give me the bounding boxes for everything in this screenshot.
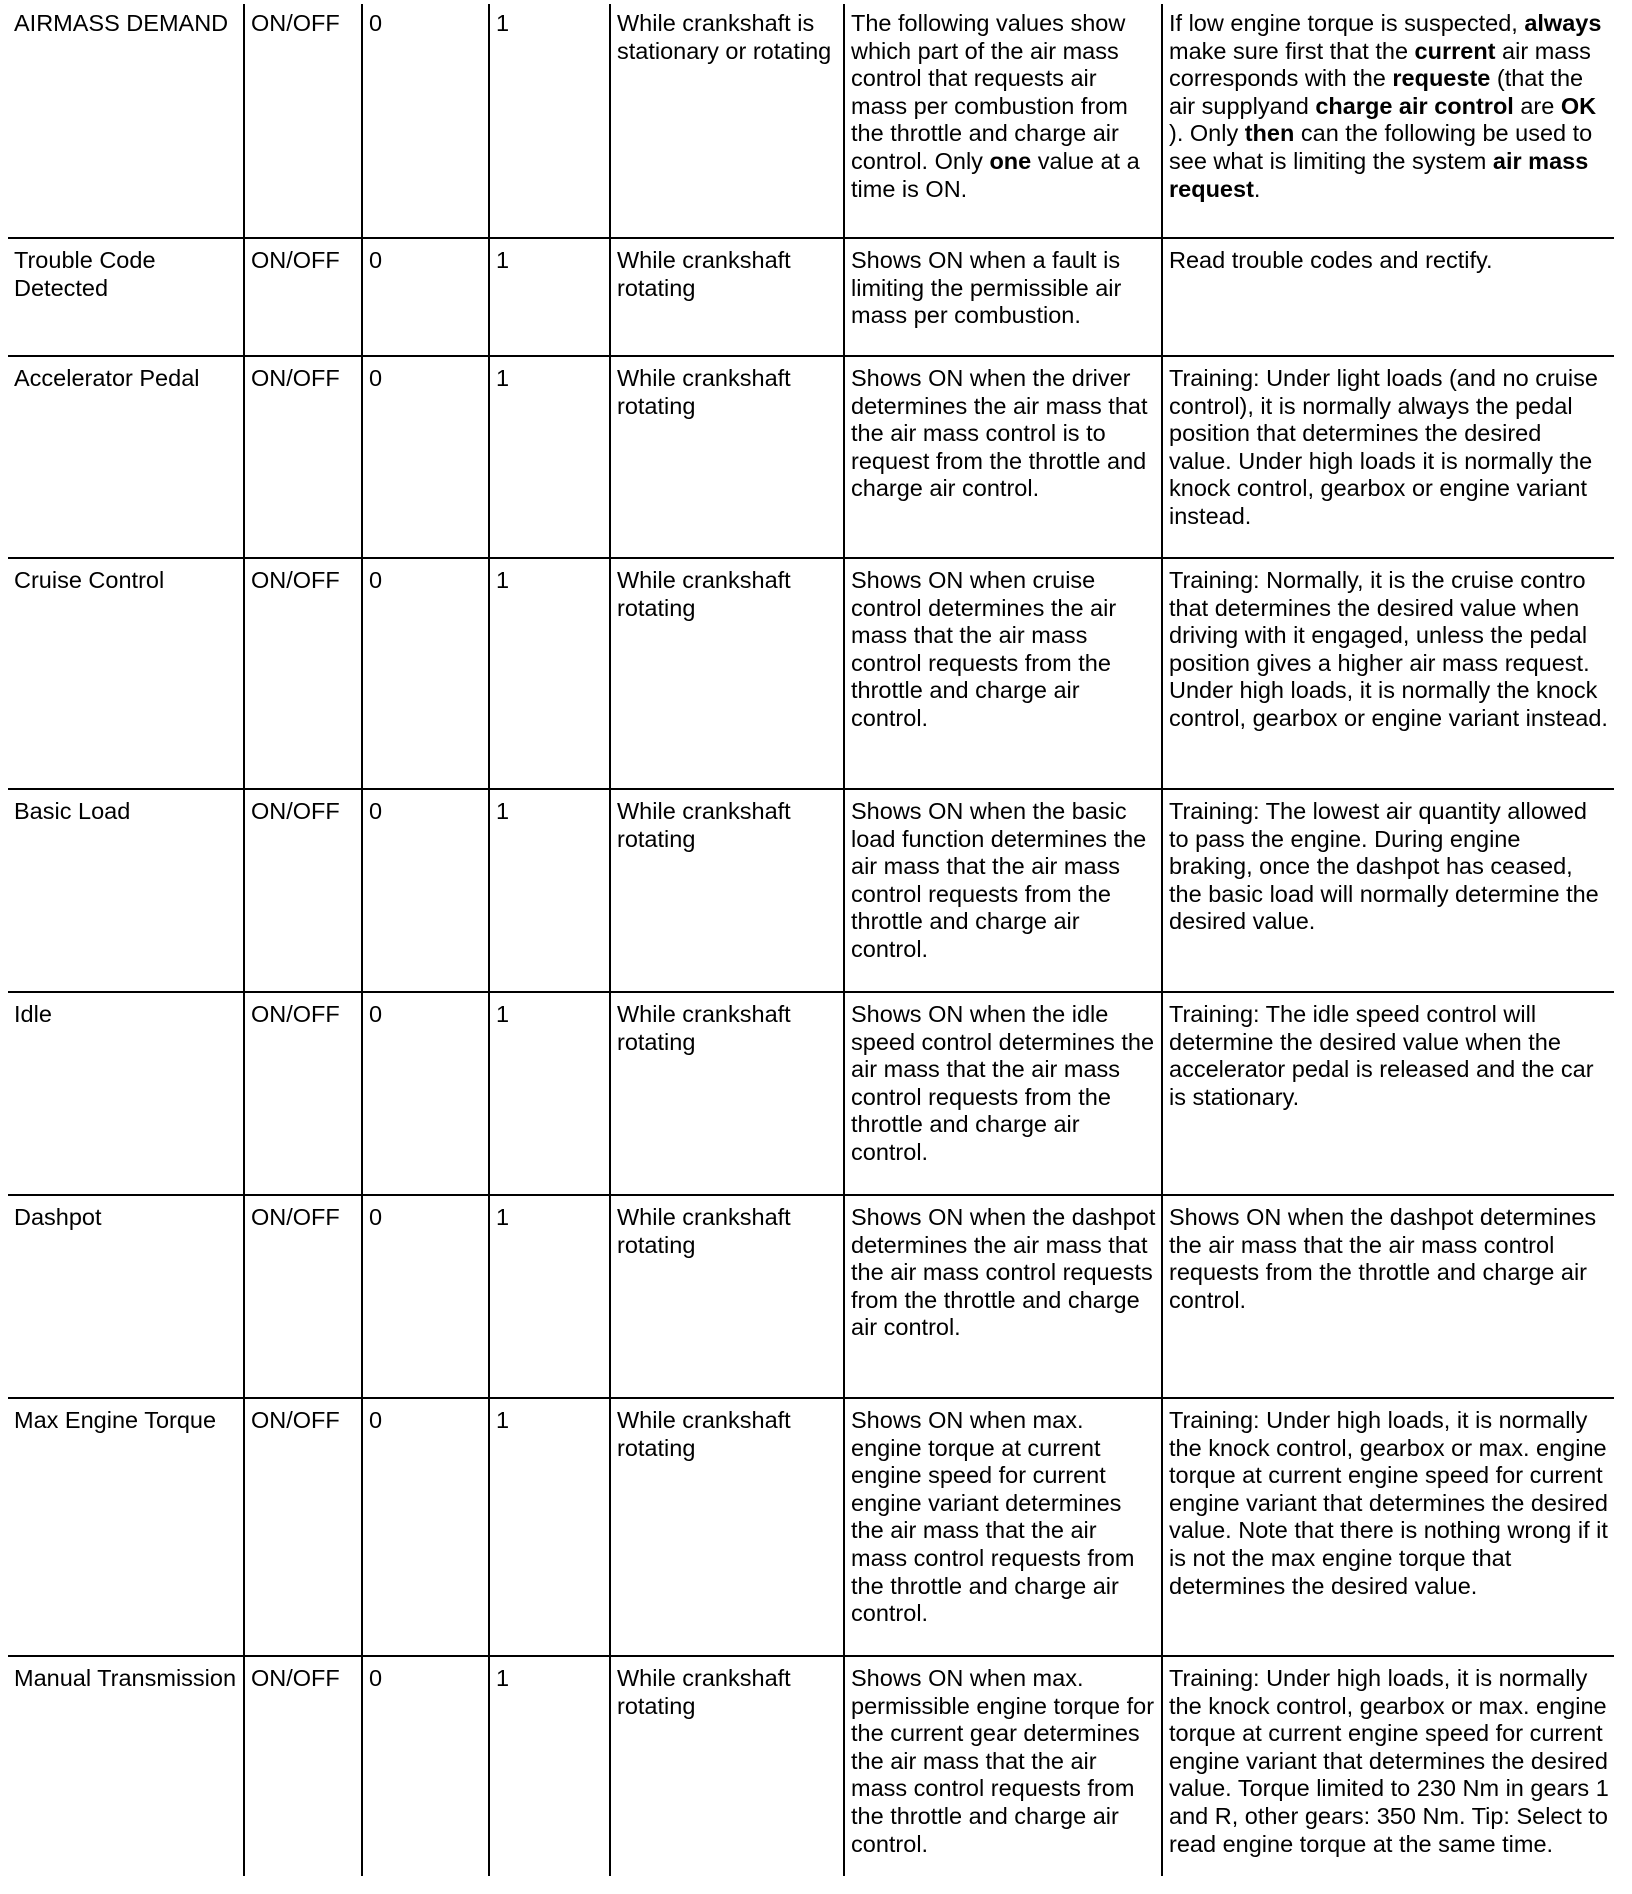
parameter-unit: ON/OFF	[244, 558, 362, 789]
parameter-unit: ON/OFF	[244, 1195, 362, 1398]
parameter-unit: ON/OFF	[244, 1656, 362, 1876]
document-page	[8, 4, 1622, 1886]
parameter-min: 0	[362, 558, 489, 789]
parameter-description: Shows ON when max. permissible engine torque for the current gear determines the air mass that the air mass control requests from the throttle and charge air control.	[844, 1656, 1162, 1876]
parameter-min: 0	[362, 789, 489, 992]
parameter-name: Cruise Control	[8, 558, 244, 789]
parameter-description: Shows ON when the dashpot determines the air mass that the air mass control requests from the throttle and charge air control.	[844, 1195, 1162, 1398]
parameter-description: Shows ON when the idle speed control determines the air mass that the air mass control requests from the throttle and charge air control.	[844, 992, 1162, 1195]
parameter-min: 0	[362, 1656, 489, 1876]
parameter-comment: Training: Under high loads, it is normally the knock control, gearbox or max. engine torque at current engine speed for current engine variant that determines the desired value. Note that there is nothing wrong if it is not the max engine torque that determines the desired value.	[1162, 1398, 1614, 1656]
parameter-unit: ON/OFF	[244, 356, 362, 558]
parameter-comment: Training: The idle speed control will determine the desired value when the accelerator pedal is released and the car is stationary.	[1162, 992, 1614, 1195]
parameter-condition: While crankshaft rotating	[610, 1398, 844, 1656]
parameter-unit: ON/OFF	[244, 4, 362, 238]
parameter-max: 1	[489, 992, 610, 1195]
parameter-comment: Shows ON when the dashpot determines the air mass that the air mass control requests from the throttle and charge air control.	[1162, 1195, 1614, 1398]
table-row	[8, 992, 1614, 1195]
parameter-min: 0	[362, 4, 489, 238]
parameter-condition: While crankshaft rotating	[610, 992, 844, 1195]
parameter-max: 1	[489, 356, 610, 558]
parameter-unit: ON/OFF	[244, 1398, 362, 1656]
parameter-unit: ON/OFF	[244, 992, 362, 1195]
parameter-max: 1	[489, 558, 610, 789]
parameter-description: Shows ON when the driver determines the air mass that the air mass control is to request from the throttle and charge air control.	[844, 356, 1162, 558]
parameter-description: Shows ON when the basic load function determines the air mass that the air mass control requests from the throttle and charge air control.	[844, 789, 1162, 992]
parameter-max: 1	[489, 1195, 610, 1398]
parameter-description: Shows ON when max. engine torque at current engine speed for current engine variant determines the air mass that the air mass control requests from the throttle and charge air control.	[844, 1398, 1162, 1656]
parameter-min: 0	[362, 356, 489, 558]
emphasis-text: then	[1244, 120, 1295, 147]
parameter-min: 0	[362, 1398, 489, 1656]
parameter-name: Trouble Code Detected	[8, 238, 244, 356]
emphasis-text: always	[1524, 10, 1602, 36]
table-row	[8, 1195, 1614, 1398]
emphasis-text: OK	[1560, 92, 1597, 119]
parameter-min: 0	[362, 992, 489, 1195]
parameter-name: Dashpot	[8, 1195, 244, 1398]
parameter-name: Basic Load	[8, 789, 244, 992]
parameter-min: 0	[362, 1195, 489, 1398]
emphasis-text: one	[989, 147, 1032, 174]
table-row	[8, 789, 1614, 992]
parameter-comment: Read trouble codes and rectify.	[1162, 238, 1614, 356]
table-row	[8, 356, 1614, 558]
parameter-description: The following values show which part of the air mass control that requests air mass per combustion from the throttle and charge air control. Only one value at a time is ON.	[844, 4, 1162, 238]
parameter-name: AIRMASS DEMAND	[14, 10, 229, 36]
parameter-condition: While crankshaft rotating	[610, 238, 844, 356]
parameter-max: 1	[489, 4, 610, 238]
table-row	[8, 1656, 1614, 1876]
parameter-name: Idle	[8, 992, 244, 1195]
parameter-name: Max Engine Torque	[8, 1398, 244, 1656]
parameter-name: Manual Transmission	[8, 1656, 244, 1876]
emphasis-text: current	[1414, 37, 1496, 64]
parameter-max: 1	[489, 789, 610, 992]
parameter-description: Shows ON when cruise control determines the air mass that the air mass control requests from the throttle and charge air control.	[844, 558, 1162, 789]
parameter-comment: Training: The lowest air quantity allowed to pass the engine. During engine braking, once the dashpot has ceased, the basic load will normally determine the desired value.	[1162, 789, 1614, 992]
emphasis-text: requeste	[1392, 65, 1491, 92]
table-row	[8, 4, 1614, 238]
parameter-condition: While crankshaft rotating	[610, 1656, 844, 1876]
parameter-table	[8, 4, 1614, 1876]
parameter-comment: Training: Normally, it is the cruise contro that determines the desired value when driving with it engaged, unless the pedal position gives a higher air mass request. Under high loads, it is normally the knock control, gearbox or engine variant instead.	[1162, 558, 1614, 789]
parameter-name: Accelerator Pedal	[8, 356, 244, 558]
parameter-max: 1	[489, 1398, 610, 1656]
parameter-min: 0	[362, 238, 489, 356]
parameter-comment: Training: Under light loads (and no cruise control), it is normally always the pedal position that determines the desired value. Under high loads it is normally the knock control, gearbox or engine variant instead.	[1162, 356, 1614, 558]
parameter-comment: If low engine torque is suspected, always make sure first that the current air mass corresponds with the requeste (that the air supplyand charge air control are OK ). Only then can the following be used to see what is limiting the system air mass request.	[1162, 4, 1614, 238]
parameter-unit: ON/OFF	[244, 789, 362, 992]
parameter-condition: While crankshaft rotating	[610, 356, 844, 558]
parameter-condition: While crankshaft rotating	[610, 1195, 844, 1398]
parameter-condition: While crankshaft rotating	[610, 789, 844, 992]
table-row	[8, 238, 1614, 356]
parameter-description: Shows ON when a fault is limiting the permissible air mass per combustion.	[844, 238, 1162, 356]
emphasis-text: air mass request	[1169, 147, 1589, 202]
parameter-unit: ON/OFF	[244, 238, 362, 356]
parameter-condition: While crankshaft rotating	[610, 558, 844, 789]
emphasis-text: charge air control	[1315, 92, 1514, 119]
parameter-max: 1	[489, 238, 610, 356]
table-row	[8, 1398, 1614, 1656]
parameter-max: 1	[489, 1656, 610, 1876]
parameter-condition: While crankshaft is stationary or rotating	[610, 4, 844, 238]
table-row	[8, 558, 1614, 789]
parameter-comment: Training: Under high loads, it is normally the knock control, gearbox or max. engine torque at current engine speed for current engine variant that determines the desired value. Torque limited to 230 Nm in gears 1 and R, other gears: 350 Nm. Tip: Select to read engine torque at the same time.	[1162, 1656, 1614, 1876]
